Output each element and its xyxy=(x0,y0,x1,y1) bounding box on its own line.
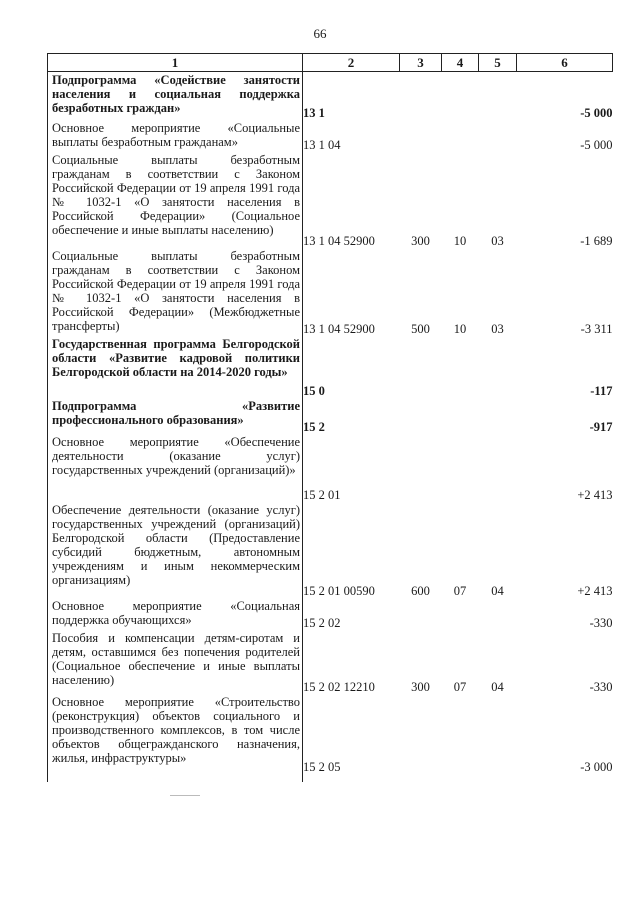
row-section: 07 xyxy=(453,583,467,598)
table-row xyxy=(48,120,613,152)
column-header-code: 2 xyxy=(303,54,400,72)
table-header-row xyxy=(48,54,613,72)
row-expense-type xyxy=(400,120,442,152)
row-section xyxy=(442,598,479,630)
row-expense-type: 300 xyxy=(411,233,430,248)
row-description: Социальные выплаты безработным гражданам в соответствии с Законом Российской Федерации от 19 апреля 1991 года № 1032-1 «О занятости населения в Российской Федерации» (Социальное обеспечение и иные выплаты населению) xyxy=(48,152,303,248)
table-row xyxy=(48,502,613,598)
row-subsection: 04 xyxy=(491,679,504,694)
row-description: Основное мероприятие «Строительство (реконструкция) объектов социального и производственного комплексов, в том числе объектов общегражданского назначения, жилья, инфраструктуры» xyxy=(48,694,303,774)
row-expense-type xyxy=(400,694,442,774)
row-target-code: 13 1 04 xyxy=(303,137,341,152)
row-description: Обеспечение деятельности (оказание услуг) государственных учреждений (организаций) Белгородской области (Предоставление субсидий бюджетным, автономным учреждениям и иным некоммерческим организациям) xyxy=(48,502,303,598)
row-target-code: 13 1 04 52900 xyxy=(303,233,375,248)
table-row xyxy=(48,336,613,398)
row-expense-type: 300 xyxy=(411,679,430,694)
row-target-code: 13 1 xyxy=(303,105,325,120)
budget-table xyxy=(47,53,613,782)
row-subsection xyxy=(479,694,517,774)
row-subsection: 04 xyxy=(491,583,504,598)
table-row xyxy=(48,248,613,336)
column-header-subsection: 5 xyxy=(479,54,517,72)
row-section: 10 xyxy=(453,321,467,336)
row-subsection: 03 xyxy=(491,233,504,248)
row-section xyxy=(442,336,479,398)
row-description: Основное мероприятие «Социальная поддержка обучающихся» xyxy=(48,598,303,630)
scan-artifact-line xyxy=(170,795,200,796)
row-expense-type xyxy=(400,336,442,398)
row-subsection xyxy=(479,434,517,502)
row-section: 07 xyxy=(453,679,467,694)
row-description: Государственная программа Белгородской области «Развитие кадровой политики Белгородской области на 2014-2020 годы» xyxy=(48,336,303,398)
row-amount: +2 413 xyxy=(577,583,613,598)
row-description: Подпрограмма «Содействие занятости населения и социальная поддержка безработных граждан» xyxy=(48,72,303,120)
row-section xyxy=(442,398,479,434)
row-expense-type xyxy=(400,72,442,120)
row-subsection xyxy=(479,72,517,120)
column-header-section: 4 xyxy=(442,54,479,72)
row-expense-type xyxy=(400,598,442,630)
row-amount: -117 xyxy=(590,383,613,398)
row-description: Основное мероприятие «Социальные выплаты безработным гражданам» xyxy=(48,120,303,152)
row-target-code: 15 2 01 00590 xyxy=(303,583,375,598)
row-amount: -1 689 xyxy=(580,233,613,248)
row-subsection xyxy=(479,598,517,630)
table-end-spacer-cell xyxy=(48,774,303,782)
table-row xyxy=(48,434,613,502)
row-description: Пособия и компенсации детям-сиротам и детям, оставшимся без попечения родителей (Социальное обеспечение и иные выплаты населению) xyxy=(48,630,303,694)
row-description: Подпрограмма «Развитие профессионального образования» xyxy=(48,398,303,434)
table-row xyxy=(48,152,613,248)
row-expense-type: 600 xyxy=(411,583,430,598)
table-row xyxy=(48,630,613,694)
column-header-description: 1 xyxy=(48,54,303,72)
row-subsection xyxy=(479,398,517,434)
row-expense-type: 500 xyxy=(411,321,430,336)
row-target-code: 15 2 05 xyxy=(303,759,341,774)
row-amount: +2 413 xyxy=(577,487,613,502)
row-amount: -917 xyxy=(589,419,613,434)
column-header-amount: 6 xyxy=(517,54,613,72)
table-row xyxy=(48,398,613,434)
row-section: 10 xyxy=(453,233,467,248)
row-amount: -3 000 xyxy=(580,759,613,774)
row-description: Социальные выплаты безработным гражданам в соответствии с Законом Российской Федерации от 19 апреля 1991 года № 1032-1 «О занятости населения в Российской Федерации» (Межбюджетные трансферты) xyxy=(48,248,303,336)
row-expense-type xyxy=(400,398,442,434)
row-subsection xyxy=(479,120,517,152)
row-section xyxy=(442,120,479,152)
row-target-code: 15 2 xyxy=(303,419,325,434)
row-target-code: 15 0 xyxy=(303,383,325,398)
row-amount: -3 311 xyxy=(580,321,613,336)
row-section xyxy=(442,694,479,774)
row-subsection xyxy=(479,336,517,398)
row-section xyxy=(442,72,479,120)
row-target-code: 15 2 02 12210 xyxy=(303,679,375,694)
row-amount: -330 xyxy=(589,615,613,630)
row-target-code: 15 2 01 xyxy=(303,487,341,502)
row-target-code: 13 1 04 52900 xyxy=(303,321,375,336)
row-description: Основное мероприятие «Обеспечение деятельности (оказание услуг) государственных учреждений (организаций)» xyxy=(48,434,303,502)
row-amount: -330 xyxy=(589,679,613,694)
table-end-spacer xyxy=(48,774,613,782)
table-row xyxy=(48,72,613,120)
page-number: 66 xyxy=(313,26,327,41)
row-amount: -5 000 xyxy=(580,105,613,120)
row-amount: -5 000 xyxy=(580,137,613,152)
row-subsection: 03 xyxy=(491,321,504,336)
column-header-expense-type: 3 xyxy=(400,54,442,72)
table-row xyxy=(48,694,613,774)
row-section xyxy=(442,434,479,502)
row-expense-type xyxy=(400,434,442,502)
table-row xyxy=(48,598,613,630)
row-target-code: 15 2 02 xyxy=(303,615,341,630)
